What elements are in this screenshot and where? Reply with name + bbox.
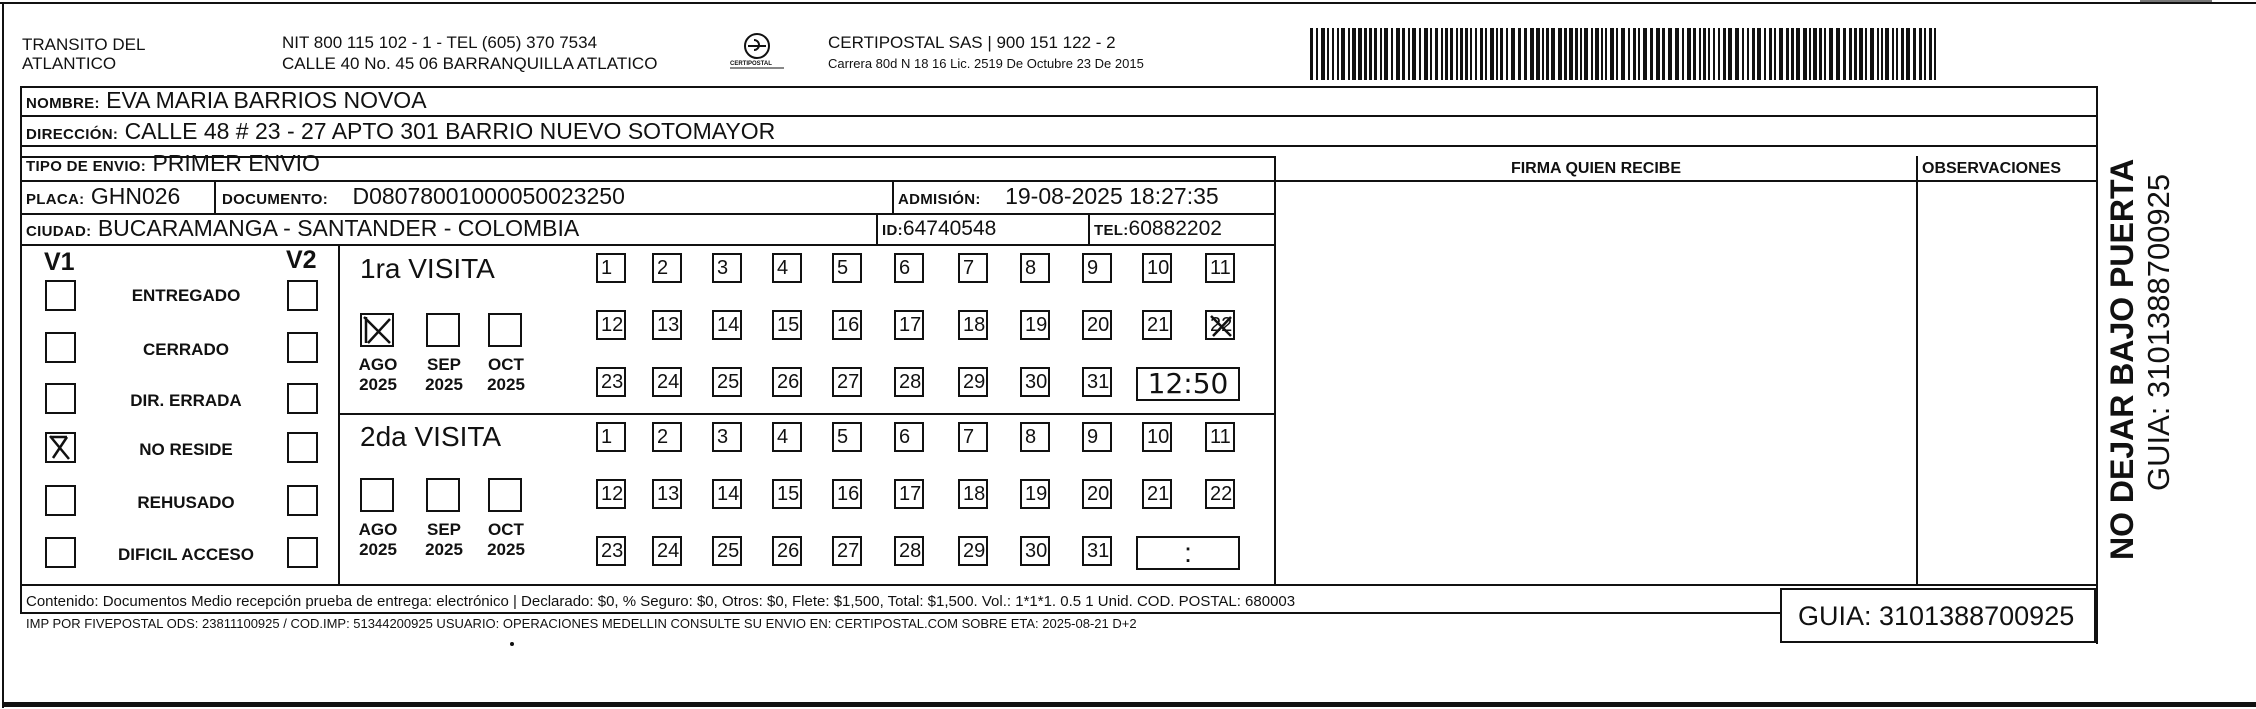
day-checkbox[interactable] bbox=[1142, 253, 1172, 283]
day-checkbox[interactable] bbox=[772, 536, 802, 566]
day-number: 26 bbox=[777, 371, 800, 393]
day-checkbox[interactable] bbox=[1142, 479, 1172, 509]
day-number: 11 bbox=[1210, 426, 1231, 448]
day-number: 16 bbox=[837, 314, 860, 336]
stray-mark bbox=[510, 642, 514, 646]
day-checkbox[interactable] bbox=[772, 479, 802, 509]
day-number: 9 bbox=[1087, 426, 1099, 448]
day-checkbox[interactable] bbox=[894, 479, 924, 509]
status-v1-checkbox[interactable] bbox=[45, 432, 76, 463]
month-year: 2025 bbox=[359, 374, 397, 394]
status-v2-checkbox[interactable] bbox=[287, 537, 318, 568]
month-label bbox=[476, 355, 536, 394]
ciudad-label: CIUDAD: bbox=[26, 223, 92, 240]
day-number: 6 bbox=[899, 257, 911, 279]
day-number: 18 bbox=[963, 483, 986, 505]
day-checkbox[interactable] bbox=[596, 253, 626, 283]
page-left-rule bbox=[2, 2, 4, 708]
company-name-line2: ATLANTICO bbox=[22, 54, 117, 73]
tel-label: TEL: bbox=[1094, 222, 1129, 239]
day-number: 22 bbox=[1210, 314, 1233, 336]
day-number: 3 bbox=[717, 257, 729, 279]
row-rule-4 bbox=[20, 180, 2098, 182]
nombre-value: EVA MARIA BARRIOS NOVOA bbox=[106, 87, 427, 113]
page-bottom-rule bbox=[2, 702, 2256, 707]
day-number: 14 bbox=[717, 483, 740, 505]
day-number: 2 bbox=[657, 257, 669, 279]
day-checkbox[interactable] bbox=[772, 310, 802, 340]
day-checkbox[interactable] bbox=[712, 422, 742, 452]
day-number: 12 bbox=[601, 314, 624, 336]
month-year: 2025 bbox=[487, 539, 525, 559]
day-number: 22 bbox=[1210, 483, 1233, 505]
month-name: OCT bbox=[488, 520, 524, 539]
footer-line2: IMP POR FIVEPOSTAL ODS: 23811100925 / COD.IMP: 51344200925 USUARIO: OPERACIONES MEDELLIN CONSULTE SU ENVIO EN: CERTIPOSTAL.COM SOBRE ETA: 2025-08-21 D+2 bbox=[26, 616, 1137, 631]
day-checkbox[interactable] bbox=[1082, 422, 1112, 452]
status-v1-checkbox[interactable] bbox=[45, 280, 76, 311]
month-name: SEP bbox=[426, 355, 462, 374]
tipo-row bbox=[26, 152, 320, 175]
v1-label: V1 bbox=[44, 248, 75, 276]
day-checkbox[interactable] bbox=[652, 479, 682, 509]
month-year: 2025 bbox=[487, 374, 525, 394]
placa-value: GHN026 bbox=[90, 183, 181, 209]
day-number: 25 bbox=[717, 540, 740, 562]
day-number: 3 bbox=[717, 426, 729, 448]
status-label: ENTREGADO bbox=[131, 286, 241, 305]
day-number: 4 bbox=[777, 257, 789, 279]
documento-value: D08078001000050023250 bbox=[352, 183, 625, 209]
day-number: 1 bbox=[601, 426, 613, 448]
day-checkbox[interactable] bbox=[712, 367, 742, 397]
day-number: 7 bbox=[963, 426, 975, 448]
day-number: 21 bbox=[1147, 483, 1170, 505]
month-label bbox=[348, 355, 408, 394]
day-checkbox[interactable] bbox=[652, 536, 682, 566]
status-v1-checkbox[interactable] bbox=[45, 537, 76, 568]
day-number: 6 bbox=[899, 426, 911, 448]
day-checkbox[interactable] bbox=[772, 253, 802, 283]
month-name: AGO bbox=[358, 355, 398, 374]
nit-line: NIT 800 115 102 - 1 - TEL (605) 370 7534 bbox=[282, 33, 598, 52]
month-name: OCT bbox=[488, 355, 524, 374]
day-number: 30 bbox=[1025, 371, 1048, 393]
day-number: 9 bbox=[1087, 257, 1099, 279]
side-warning: NO DEJAR BAJO PUERTA bbox=[2104, 158, 2140, 560]
day-number: 29 bbox=[963, 371, 986, 393]
day-number: 31 bbox=[1087, 540, 1110, 562]
day-checkbox[interactable] bbox=[1082, 310, 1112, 340]
day-checkbox[interactable] bbox=[1020, 367, 1050, 397]
barcode bbox=[1310, 28, 1942, 80]
status-label: NO RESIDE bbox=[139, 440, 233, 459]
corner-mark bbox=[2140, 0, 2212, 2]
day-checkbox[interactable] bbox=[1082, 479, 1112, 509]
day-checkbox[interactable] bbox=[772, 422, 802, 452]
guia-box-text: GUIA: 3101388700925 bbox=[1798, 601, 2075, 631]
day-checkbox[interactable] bbox=[596, 367, 626, 397]
placa-label: PLACA: bbox=[26, 191, 85, 208]
status-v1-checkbox[interactable] bbox=[45, 383, 76, 414]
day-checkbox[interactable] bbox=[832, 422, 862, 452]
day-number: 4 bbox=[777, 426, 789, 448]
time-value: 12:50 bbox=[1147, 367, 1229, 400]
day-number: 12 bbox=[601, 483, 624, 505]
ciudad-row bbox=[26, 217, 579, 240]
day-number: 8 bbox=[1025, 257, 1037, 279]
day-checkbox[interactable] bbox=[958, 310, 988, 340]
day-checkbox[interactable] bbox=[1205, 479, 1235, 509]
day-checkbox[interactable] bbox=[832, 536, 862, 566]
day-checkbox[interactable] bbox=[652, 310, 682, 340]
day-number: 19 bbox=[1025, 483, 1048, 505]
day-checkbox[interactable] bbox=[958, 479, 988, 509]
day-number: 15 bbox=[777, 483, 800, 505]
day-number: 17 bbox=[899, 483, 922, 505]
tel-divider bbox=[1088, 214, 1090, 245]
status-v2-checkbox[interactable] bbox=[287, 280, 318, 311]
footer-rule bbox=[20, 584, 2098, 586]
day-checkbox[interactable] bbox=[712, 479, 742, 509]
status-label: REHUSADO bbox=[137, 493, 235, 512]
month-checkbox[interactable] bbox=[488, 478, 522, 512]
day-number: 20 bbox=[1087, 314, 1110, 336]
nombre-row bbox=[26, 89, 427, 112]
month-label bbox=[414, 520, 474, 559]
month-checkbox[interactable] bbox=[360, 478, 394, 512]
month-label bbox=[414, 355, 474, 394]
day-number: 23 bbox=[601, 371, 624, 393]
courier-line2: Carrera 80d N 18 16 Lic. 2519 De Octubre 23 De 2015 bbox=[828, 56, 1144, 71]
side-guia: GUIA: 3101388700925 bbox=[2141, 173, 2176, 491]
month-checkbox[interactable] bbox=[426, 313, 460, 347]
day-number: 26 bbox=[777, 540, 800, 562]
day-checkbox[interactable] bbox=[1205, 253, 1235, 283]
day-checkbox[interactable] bbox=[652, 253, 682, 283]
status-v2-checkbox[interactable] bbox=[287, 383, 318, 414]
visit-divider bbox=[338, 413, 1275, 415]
status-v1-checkbox[interactable] bbox=[45, 485, 76, 516]
observaciones-header: OBSERVACIONES bbox=[1922, 160, 2061, 177]
day-number: 27 bbox=[837, 371, 860, 393]
admision-divider bbox=[892, 181, 894, 214]
day-checkbox[interactable] bbox=[832, 310, 862, 340]
day-number: 15 bbox=[777, 314, 800, 336]
day-checkbox[interactable] bbox=[958, 536, 988, 566]
firma-header: FIRMA QUIEN RECIBE bbox=[1510, 160, 1682, 177]
day-checkbox[interactable] bbox=[1082, 367, 1112, 397]
tel-value: 60882202 bbox=[1128, 217, 1222, 240]
status-label: DIR. ERRADA bbox=[130, 391, 242, 410]
day-checkbox[interactable] bbox=[652, 422, 682, 452]
day-checkbox[interactable] bbox=[772, 367, 802, 397]
sig-col-right bbox=[1916, 156, 1918, 585]
day-checkbox[interactable] bbox=[1082, 253, 1112, 283]
form-left-border bbox=[20, 86, 22, 614]
id-label: ID: bbox=[882, 222, 903, 239]
admision-row bbox=[898, 185, 1219, 208]
footer-line1: Contenido: Documentos Medio recepción prueba de entrega: electrónico | Declarado: $0, % Seguro: $0, Otros: $0, Flete: $1,500, Total: $1,500. Vol.: 1*1*1. 0.5 1 Unid. COD. POSTAL: 680003 bbox=[26, 593, 1296, 610]
admision-label: ADMISIÓN: bbox=[898, 191, 981, 208]
day-number: 29 bbox=[963, 540, 986, 562]
v2-label: V2 bbox=[286, 246, 317, 274]
admision-value: 19-08-2025 18:27:35 bbox=[1005, 183, 1219, 209]
day-number: 19 bbox=[1025, 314, 1048, 336]
day-checkbox[interactable] bbox=[958, 367, 988, 397]
status-label: CERRADO bbox=[143, 340, 229, 359]
day-number: 28 bbox=[899, 540, 922, 562]
day-checkbox[interactable] bbox=[1020, 253, 1050, 283]
tipo-value: PRIMER ENVIO bbox=[152, 150, 320, 176]
time-box[interactable] bbox=[1136, 367, 1240, 401]
time-box[interactable] bbox=[1136, 536, 1240, 570]
time-value: : bbox=[1184, 537, 1192, 568]
day-checkbox[interactable] bbox=[596, 310, 626, 340]
tipo-label: TIPO DE ENVIO: bbox=[26, 158, 147, 175]
day-number: 23 bbox=[601, 540, 624, 562]
month-year: 2025 bbox=[359, 539, 397, 559]
day-number: 21 bbox=[1147, 314, 1170, 336]
direccion-value: CALLE 48 # 23 - 27 APTO 301 BARRIO NUEVO SOTOMAYOR bbox=[124, 118, 776, 144]
day-checkbox[interactable] bbox=[596, 479, 626, 509]
logo-text: CERTIPOSTAL bbox=[730, 61, 772, 67]
day-number: 16 bbox=[837, 483, 860, 505]
day-checkbox[interactable] bbox=[596, 536, 626, 566]
day-checkbox[interactable] bbox=[832, 253, 862, 283]
direccion-label: DIRECCIÓN: bbox=[26, 126, 119, 143]
day-checkbox[interactable] bbox=[1020, 422, 1050, 452]
day-checkbox[interactable] bbox=[832, 367, 862, 397]
status-v2-checkbox[interactable] bbox=[287, 432, 318, 463]
address-line: CALLE 40 No. 45 06 BARRANQUILLA ATLATICO bbox=[282, 54, 658, 73]
day-checkbox[interactable] bbox=[894, 310, 924, 340]
day-number: 28 bbox=[899, 371, 922, 393]
ciudad-value: BUCARAMANGA - SANTANDER - COLOMBIA bbox=[97, 215, 580, 241]
day-number: 25 bbox=[717, 371, 740, 393]
certipostal-logo bbox=[724, 30, 790, 76]
status-v2-checkbox[interactable] bbox=[287, 332, 318, 363]
page-top-rule bbox=[0, 2, 2256, 4]
day-number: 10 bbox=[1147, 257, 1170, 279]
day-number: 2 bbox=[657, 426, 669, 448]
placa-row bbox=[26, 185, 180, 208]
status-v2-checkbox[interactable] bbox=[287, 485, 318, 516]
row-rule-6 bbox=[20, 244, 1275, 246]
month-label bbox=[476, 520, 536, 559]
placa-divider bbox=[214, 181, 216, 214]
form-right-border bbox=[2096, 86, 2098, 644]
month-checkbox[interactable] bbox=[426, 478, 460, 512]
day-number: 7 bbox=[963, 257, 975, 279]
status-label: DIFICIL ACCESO bbox=[117, 545, 254, 564]
day-checkbox[interactable] bbox=[1205, 310, 1235, 340]
day-checkbox[interactable] bbox=[832, 479, 862, 509]
day-checkbox[interactable] bbox=[1020, 310, 1050, 340]
month-checkbox[interactable] bbox=[488, 313, 522, 347]
month-name: SEP bbox=[426, 520, 462, 539]
day-number: 27 bbox=[837, 540, 860, 562]
sig-col-left bbox=[1274, 156, 1276, 585]
row-rule-1 bbox=[20, 115, 2098, 117]
day-checkbox[interactable] bbox=[958, 253, 988, 283]
tel-row bbox=[1094, 218, 1222, 239]
day-checkbox[interactable] bbox=[1020, 479, 1050, 509]
day-number: 30 bbox=[1025, 540, 1048, 562]
day-checkbox[interactable] bbox=[1205, 422, 1235, 452]
day-number: 8 bbox=[1025, 426, 1037, 448]
month-label bbox=[348, 520, 408, 559]
month-year: 2025 bbox=[425, 374, 463, 394]
day-checkbox[interactable] bbox=[894, 367, 924, 397]
visit1-title: 1ra VISITA bbox=[360, 253, 495, 284]
month-name: AGO bbox=[358, 520, 398, 539]
day-number: 10 bbox=[1147, 426, 1170, 448]
day-checkbox[interactable] bbox=[1020, 536, 1050, 566]
day-checkbox[interactable] bbox=[1082, 536, 1112, 566]
day-checkbox[interactable] bbox=[712, 253, 742, 283]
day-checkbox[interactable] bbox=[894, 536, 924, 566]
day-number: 17 bbox=[899, 314, 922, 336]
company-name-line1: TRANSITO DEL bbox=[22, 35, 146, 54]
id-row bbox=[882, 218, 996, 239]
form-bottom-left bbox=[20, 612, 1780, 614]
day-checkbox[interactable] bbox=[1142, 422, 1172, 452]
day-checkbox[interactable] bbox=[958, 422, 988, 452]
day-checkbox[interactable] bbox=[712, 310, 742, 340]
id-value: 64740548 bbox=[902, 217, 997, 240]
status-v1-checkbox[interactable] bbox=[45, 332, 76, 363]
direccion-row bbox=[26, 120, 775, 143]
month-year: 2025 bbox=[425, 539, 463, 559]
day-number: 13 bbox=[657, 483, 680, 505]
day-checkbox[interactable] bbox=[894, 422, 924, 452]
day-number: 24 bbox=[657, 371, 680, 393]
row-rule-2 bbox=[20, 145, 2098, 147]
day-number: 14 bbox=[717, 314, 740, 336]
day-checkbox[interactable] bbox=[712, 536, 742, 566]
nombre-label: NOMBRE: bbox=[26, 95, 100, 112]
month-checkbox[interactable] bbox=[360, 313, 394, 347]
day-checkbox[interactable] bbox=[652, 367, 682, 397]
day-checkbox[interactable] bbox=[596, 422, 626, 452]
day-number: 5 bbox=[837, 426, 849, 448]
day-number: 24 bbox=[657, 540, 680, 562]
day-number: 13 bbox=[657, 314, 680, 336]
day-number: 20 bbox=[1087, 483, 1110, 505]
documento-row bbox=[222, 185, 625, 208]
day-number: 11 bbox=[1210, 257, 1231, 279]
day-number: 1 bbox=[601, 257, 613, 279]
courier-line1: CERTIPOSTAL SAS | 900 151 122 - 2 bbox=[828, 33, 1116, 52]
visit2-title: 2da VISITA bbox=[360, 421, 502, 452]
id-divider bbox=[876, 214, 878, 245]
day-checkbox[interactable] bbox=[1142, 310, 1172, 340]
day-number: 18 bbox=[963, 314, 986, 336]
documento-label: DOCUMENTO: bbox=[222, 191, 329, 208]
day-checkbox[interactable] bbox=[894, 253, 924, 283]
day-number: 5 bbox=[837, 257, 849, 279]
day-number: 31 bbox=[1087, 371, 1110, 393]
